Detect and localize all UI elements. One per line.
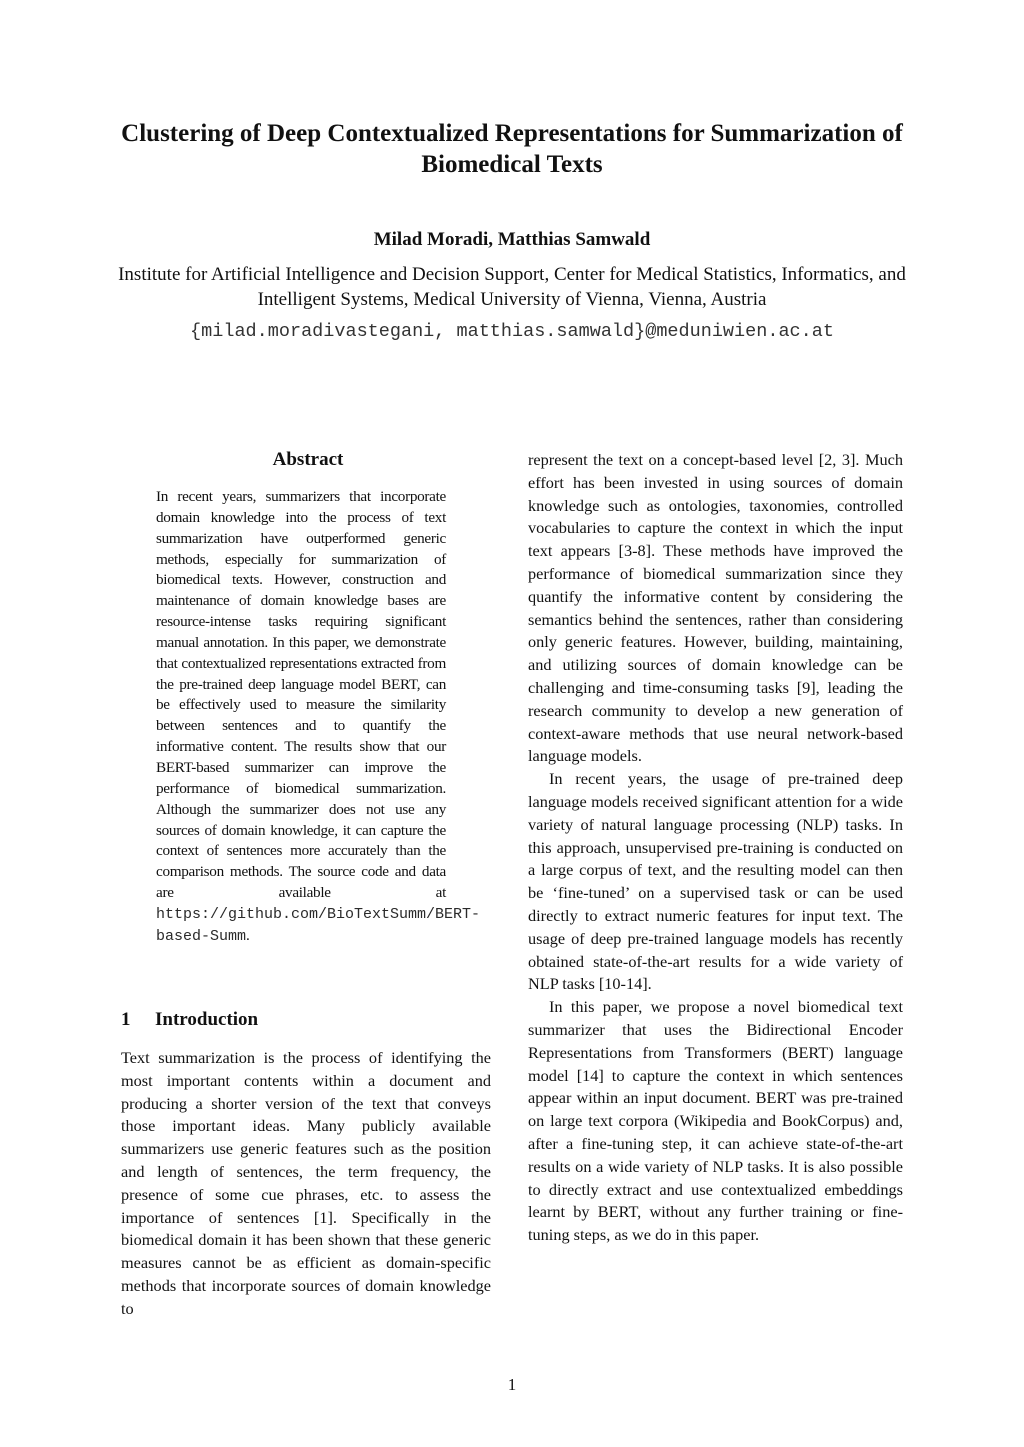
- author-names: Milad Moradi, Matthias Samwald: [373, 229, 651, 250]
- abstract-heading: Abstract: [272, 449, 344, 470]
- introduction-paragraph: Text summarization is the process of identifying the most important contents within a document and producing a shorter version of the text that conveys those important ideas. Many publicly available summarizers use generic features such as the position and length of sentences, the term frequency, the presence of some cue phrases, etc. to assess the importance of sentences [1]. Specifically in the biomedical domain it has been shown that these generic measures cannot be as efficient as domain-specific methods that incorporate sources of domain knowledge to: [121, 1048, 491, 1318]
- introduction-paragraph: In recent years, the usage of pre-trained deep language models received significant attention for a wide variety of natural language processing (NLP) tasks. In this approach, unsupervised pre-training is conducted on a large corpus of text, and the resulting model can then be ‘fine-tuned’ on a supervised task or can be used directly to extract numeric features for input text. The usage of deep pre-trained language models has recently obtained state-of-the-art results for a wide variety of NLP tasks [10-14].: [528, 769, 903, 994]
- section-number: 1: [121, 1009, 131, 1030]
- introduction-paragraph-continued: represent the text on a concept-based level [2, 3]. Much effort has been invested in using sources of domain knowledge such as ontologies, taxonomies, controlled vocabularies to capture the context in which the input text appears [3-8]. These methods have improved the performance of biomedical summarization since they quantify the informative content by considering the semantics behind the sentences, rather than considering only generic features. However, building, maintaining, and utilizing sources of domain knowledge can be challenging and time-consuming tasks [9], leading the research community to develop a new generation of context-aware methods that use neural network-based language models.: [528, 450, 903, 766]
- introduction-right-column: [528, 449, 903, 1247]
- author-affiliation: Institute for Artificial Intelligence and Decision Support, Center for Medical Statistics, Informatics, and Intelligent Systems, Medical University of Vienna, Vienna, Austria: [118, 264, 906, 310]
- paper-title: Clustering of Deep Contextualized Representations for Summarization of Biomedical Texts: [121, 120, 903, 178]
- abstract-end-punctuation: .: [246, 926, 250, 944]
- page-number: 1: [507, 1375, 517, 1394]
- section-heading-introduction: [121, 1008, 491, 1032]
- section-title: Introduction: [155, 1009, 259, 1030]
- code-repository-link[interactable]: https://github.com/BioTextSumm/BERT-based-Summ: [156, 905, 481, 945]
- introduction-left-column: [121, 1047, 491, 1321]
- author-emails: {milad.moradivastegani, matthias.samwald}@meduniwien.ac.at: [190, 321, 834, 342]
- abstract-body: [156, 487, 481, 948]
- abstract-text: In recent years, summarizers that incorporate domain knowledge into the process of text summarization have outperformed generic methods, especially for summarization of biomedical texts. However, construction and maintenance of domain knowledge bases are resource-intense tasks requiring significant manual annotation. In this paper, we demonstrate that contextualized representations extracted from the pre-trained deep language model BERT, can be effectively used to measure the similarity between sentences and to quantify the informative content. The results show that our BERT-based summarizer can improve the performance of biomedical summarization. Although the summarizer does not use any sources of domain knowledge, it can capture the context of sentences more accurately than the comparison methods. The source code and data are available at: [156, 488, 446, 902]
- introduction-paragraph: In this paper, we propose a novel biomedical text summarizer that uses the Bidirectional Encoder Representations from Transformers (BERT) language model [14] to capture the context in which sentences appear within an input document. BERT was pre-trained on large text corpora (Wikipedia and BookCorpus) and, after a fine-tuning step, it can achieve state-of-the-art results on a wide variety of NLP tasks. It is also possible to directly extract and use contextualized embeddings learnt by BERT, without any further training or fine-tuning steps, as we do in this paper.: [528, 997, 903, 1245]
